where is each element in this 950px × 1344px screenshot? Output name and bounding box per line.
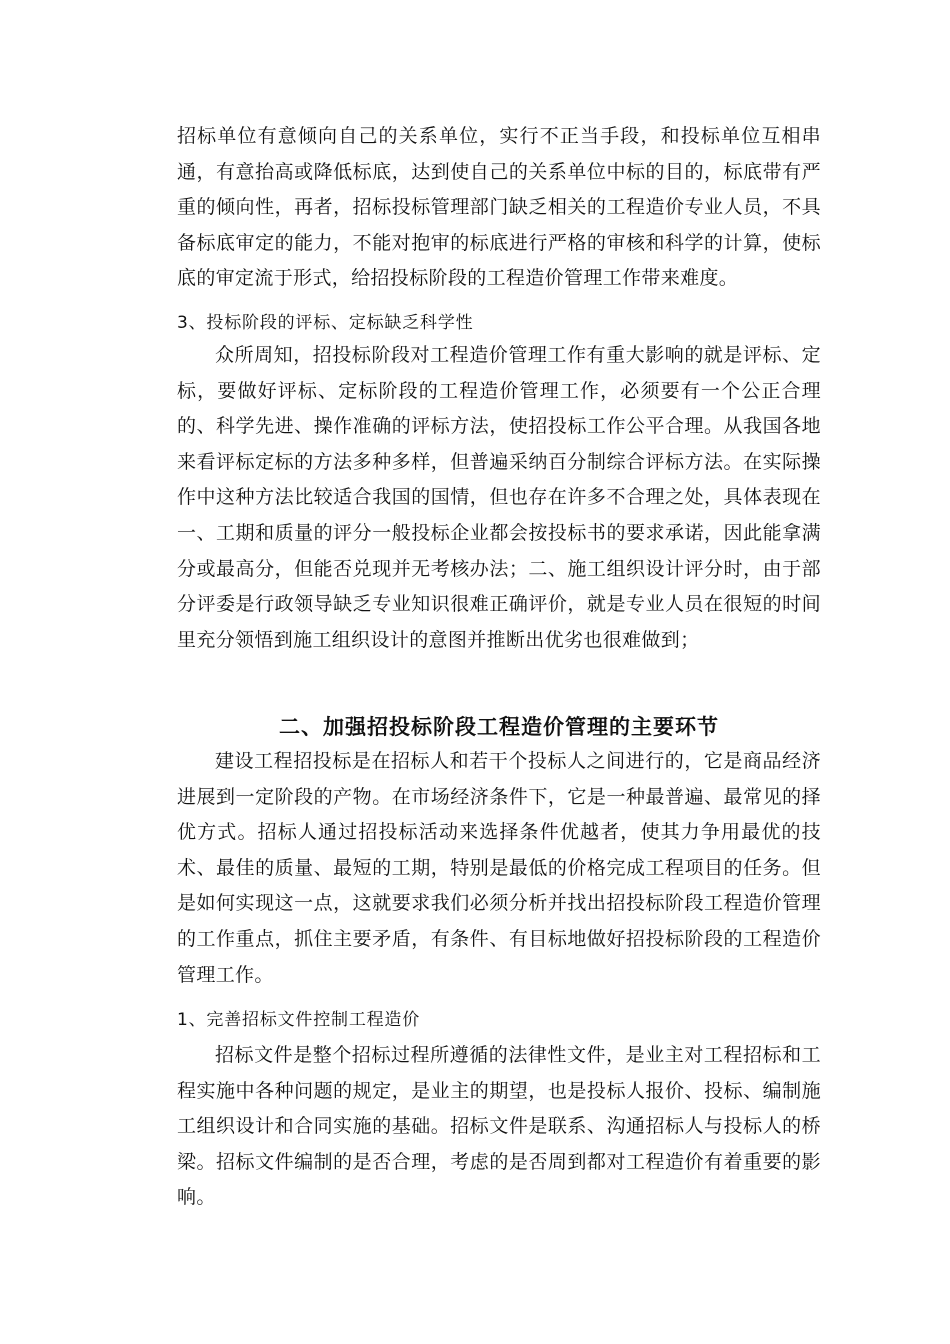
subheading-evaluation-lacks-science: 3、投标阶段的评标、定标缺乏科学性 [177,313,474,333]
section-heading-2: 二、加强招投标阶段工程造价管理的主要环节 [279,715,719,739]
paragraph-bid-bias: 招标单位有意倾向自己的关系单位，实行不正当手段，和投标单位互相串通，有意抬高或降低标底，达到使自己的关系单位中标的目的，标底带有严重的倾向性，再者，招标投标管理部门缺乏相关的工程造价专业人员，不具备标底审定的能力，不能对抱审的标底进行严格的审核和科学的计算，使标底的审定流于形式，给招投标阶段的工程造价管理工作带来难度。 [177,125,821,290]
paragraph-evaluation-methods: 众所周知，招投标阶段对工程造价管理工作有重大影响的就是评标、定标，要做好评标、定标阶段的工程造价管理工作，必须要有一个公正合理的、科学先进、操作准确的评标方法，使招投标工作公平合理。从我国各地来看评标定标的方法多种多样，但普遍采纳百分制综合评标方法。在实际操作中这种方法比较适合我国的国情，但也存在许多不合理之处，具体表现在一、工期和质量的评分一般投标企业都会按投标书的要求承诺，因此能拿满分或最高分，但能否兑现并无考核办法；二、施工组织设计评分时，由于部分评委是行政领导缺乏专业知识很难正确评价，就是专业人员在很短的时间里充分领悟到施工组织设计的意图并推断出优劣也很难做到； [177,344,821,651]
subheading-improve-tender-documents: 1、完善招标文件控制工程造价 [177,1010,421,1030]
paragraph-bidding-overview: 建设工程招投标是在招标人和若干个投标人之间进行的，它是商品经济进展到一定阶段的产物。在市场经济条件下，它是一种最普遍、最常见的择优方式。招标人通过招投标活动来选择条件优越者，使其力争用最优的技术、最佳的质量、最短的工期，特别是最低的价格完成工程项目的任务。但是如何实现这一点，这就要求我们必须分析并找出招投标阶段工程造价管理的工作重点，抓住主要矛盾，有条件、有目标地做好招投标阶段的工程造价管理工作。 [177,750,821,986]
paragraph-tender-documents: 招标文件是整个招标过程所遵循的法律性文件，是业主对工程招标和工程实施中各种问题的规定，是业主的期望，也是投标人报价、投标、编制施工组织设计和合同实施的基础。招标文件是联系、沟通招标人与投标人的桥梁。招标文件编制的是否合理，考虑的是否周到都对工程造价有着重要的影响。 [177,1044,821,1209]
